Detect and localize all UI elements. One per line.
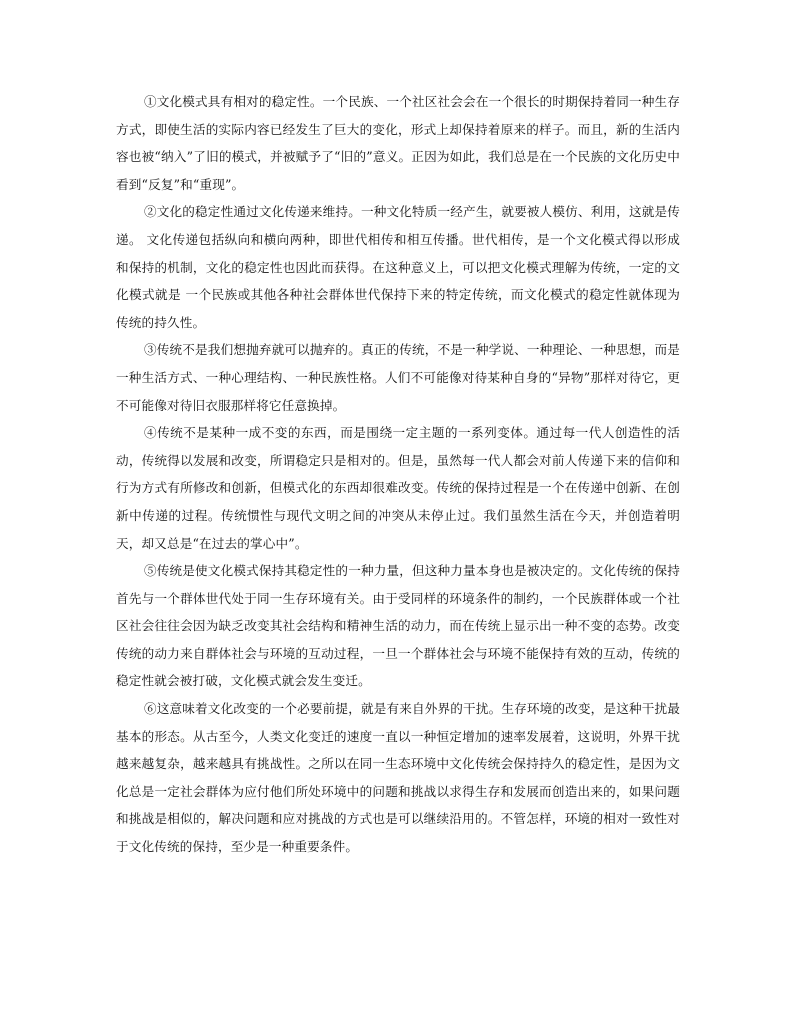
paragraph-2: ②文化的稳定性通过文化传递来维持。一种文化特质一经产生，就要被人模仿、利用，这就是传递。 文化传递包括纵向和横向两种，即世代相传和相互传播。世代相传，是一个文化模式得以形成和保持的机制，文化的稳定性也因此而获得。在这种意义上，可以把文化模式理解为传统，一定的文化模式就是 一个民族或其他各种社会群体世代保持下来的特定传统，而文化模式的稳定性就体现为传统的持久性。 xyxy=(116,204,680,330)
paragraph-3: ③传统不是我们想抛弃就可以抛弃的。真正的传统，不是一种学说、一种理论、一种思想，而是一种生活方式、一种心理结构、一种民族性格。人们不可能像对待某种自身的“异物”那样对待它，更不可能像对待旧衣服那样将它任意换掉。 xyxy=(116,342,680,413)
paragraph-5: ⑤传统是使文化模式保持其稳定性的一种力量，但这种力量本身也是被决定的。文化传统的保持首先与一个群体世代处于同一生存环境有关。由于受同样的环境条件的制约，一个民族群体或一个社区社会往往会因为缺乏改变其社会结构和精神生活的动力，而在传统上显示出一种不变的态势。改变传统的动力来自群体社会与环境的互动过程，一旦一个群体社会与环境不能保持有效的互动，传统的稳定性就会被打破，文化模式就会发生变迁。 xyxy=(116,563,680,689)
document-page xyxy=(116,88,680,861)
paragraph-4: ④传统不是某种一成不变的东西，而是围绕一定主题的一系列变体。通过每一代人创造性的活动，传统得以发展和改变，所谓稳定只是相对的。但是，虽然每一代人都会对前人传递下来的信仰和行为方式有所修改和创新，但模式化的东西却很难改变。传统的保持过程是一个在传递中创新、在创新中传递的过程。传统惯性与现代文明之间的冲突从未停止过。我们虽然生活在今天，并创造着明天，却又总是“在过去的掌心中”。 xyxy=(116,425,680,551)
paragraph-1: ①文化模式具有相对的稳定性。一个民族、一个社区社会会在一个很长的时期保持着同一种生存方式，即使生活的实际内容已经发生了巨大的变化，形式上却保持着原来的样子。而且，新的生活内容也被“纳入”了旧的模式，并被赋予了“旧的”意义。正因为如此，我们总是在一个民族的文化历史中看到“反复”和“重现”。 xyxy=(116,94,680,192)
paragraph-6: ⑥这意味着文化改变的一个必要前提，就是有来自外界的干扰。生存环境的改变，是这种干扰最基本的形态。从古至今，人类文化变迁的速度一直以一种恒定增加的速率发展着，这说明，外界干扰越来越复杂，越来越具有挑战性。之所以在同一生态环境中文化传统会保持持久的稳定性，是因为文化总是一定社会群体为应付他们所处环境中的问题和挑战以求得生存和发展而创造出来的，如果问题和挑战是相似的，解决问题和应对挑战的方式也是可以继续沿用的。不管怎样，环境的相对一致性对于文化传统的保持，至少是一种重要条件。 xyxy=(116,701,680,855)
